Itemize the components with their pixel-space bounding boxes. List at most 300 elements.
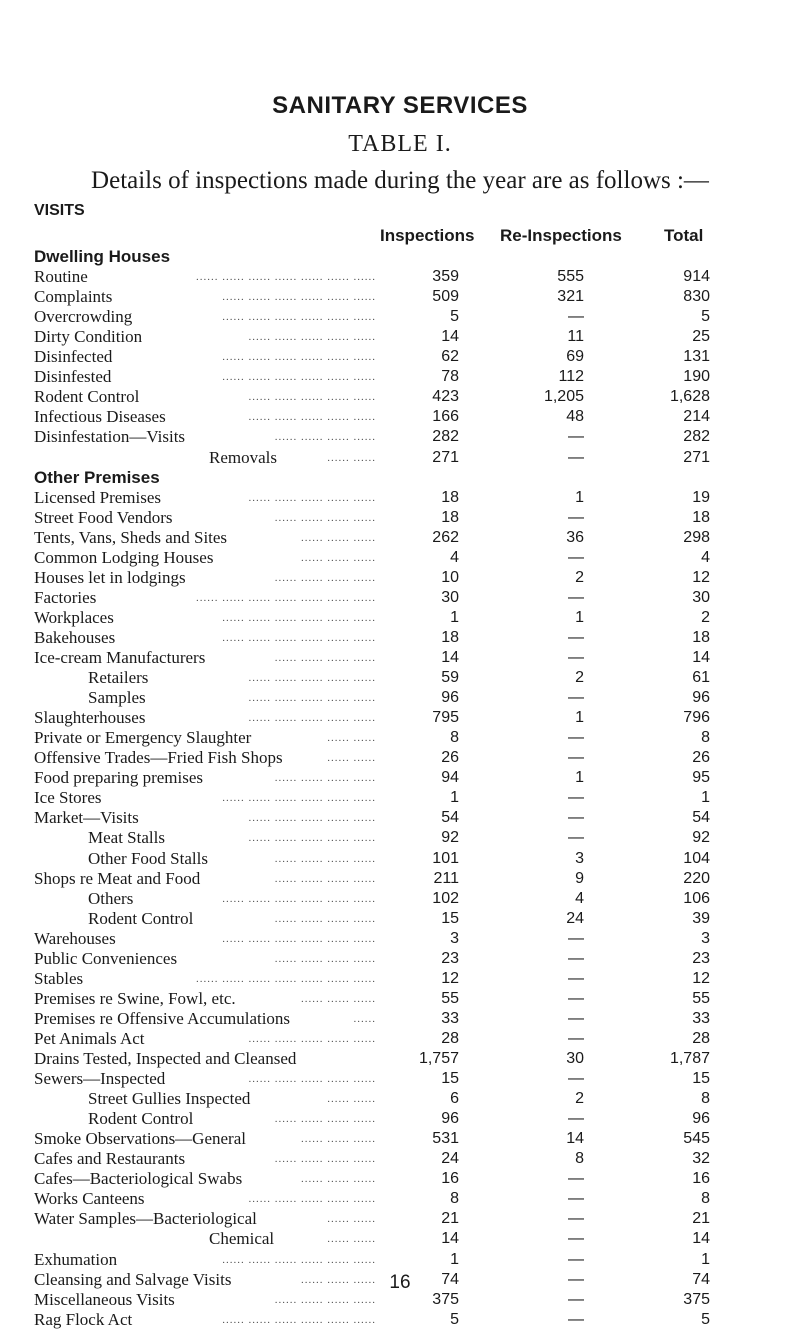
table-row — [0, 287, 800, 307]
inspections-cell: 1,757 — [418, 1050, 459, 1067]
total-cell: 8 — [701, 1190, 710, 1208]
row-label: Licensed Premises — [34, 487, 161, 507]
table-row — [0, 608, 800, 628]
table-row — [0, 648, 800, 668]
inspections-cell: 12 — [441, 969, 459, 987]
leader-dots: ...... ...... ...... ...... ...... ...... — [222, 311, 376, 324]
inspections-cell: 62 — [441, 348, 459, 366]
table-row — [0, 508, 800, 528]
leader-dots: ...... ...... ...... ...... ...... — [248, 692, 376, 705]
re-inspections-cell: — — [568, 1250, 584, 1268]
total-cell: 104 — [683, 849, 710, 867]
re-inspections-cell: — — [568, 1230, 584, 1248]
total-cell: 830 — [683, 288, 710, 306]
row-label: Cleansing and Salvage Visits — [34, 1269, 232, 1289]
inspections-cell: 8 — [450, 729, 459, 747]
re-inspections-cell: — — [568, 1009, 584, 1027]
inspections-cell: 14 — [441, 649, 459, 666]
re-inspections-cell: — — [568, 1270, 584, 1288]
inspections-cell: 78 — [441, 368, 459, 386]
visits-heading: VISITS — [34, 202, 85, 219]
row-label: Offensive Trades—Fried Fish Shops — [34, 748, 283, 768]
total-cell: 1 — [701, 1250, 710, 1268]
re-inspections-cell: 11 — [567, 328, 584, 346]
leader-dots: ...... ...... ...... ...... ...... ...... — [222, 631, 376, 644]
inspections-cell: 96 — [441, 689, 459, 707]
table-row — [0, 1209, 800, 1229]
table-row — [0, 1229, 800, 1249]
inspections-cell: 1 — [450, 789, 459, 807]
total-cell: 14 — [692, 1230, 710, 1248]
inspections-cell: 211 — [433, 869, 459, 887]
row-label: Water Samples—Bacteriological — [34, 1209, 257, 1229]
row-label: Food preparing premises — [34, 768, 204, 788]
table-row — [0, 427, 800, 447]
total-cell: 8 — [701, 1090, 710, 1108]
inspections-cell: 101 — [432, 849, 459, 867]
inspections-cell: 26 — [441, 749, 459, 767]
row-label: Drains Tested, Inspected and Cleansed — [34, 1049, 297, 1068]
re-inspections-cell: — — [568, 1070, 584, 1088]
total-cell: 914 — [683, 268, 710, 286]
row-label: Removals — [209, 447, 277, 467]
re-inspections-cell: — — [568, 548, 584, 566]
inspections-cell: 795 — [432, 709, 459, 727]
re-inspections-cell: — — [568, 1029, 584, 1047]
re-inspections-cell: 9 — [575, 869, 584, 887]
total-cell: 74 — [692, 1270, 710, 1288]
leader-dots: ...... ...... ...... — [301, 1133, 376, 1146]
inspections-cell: 18 — [441, 488, 459, 506]
row-label: Slaughterhouses — [34, 708, 146, 728]
total-cell: 5 — [701, 1310, 710, 1328]
row-label: Disinfected — [34, 347, 113, 367]
row-label: Chemical — [209, 1229, 275, 1249]
total-cell: 92 — [692, 829, 710, 847]
inspections-cell: 30 — [441, 588, 459, 606]
leader-dots: ...... ...... ...... ...... ...... — [248, 672, 376, 685]
inspections-cell: 4 — [450, 548, 459, 566]
table-row — [0, 748, 800, 768]
leader-dots: ...... ...... — [327, 1093, 376, 1106]
table-row — [0, 568, 800, 588]
re-inspections-cell: — — [568, 1110, 584, 1128]
leader-dots: ...... ...... — [327, 451, 376, 464]
inspections-cell: 16 — [441, 1170, 459, 1188]
inspections-cell: 15 — [441, 909, 459, 927]
leader-dots: ...... ...... ...... ...... — [274, 1153, 376, 1166]
table-row — [0, 849, 800, 869]
leader-dots: ...... ...... ...... ...... ...... — [248, 491, 376, 504]
re-inspections-cell: 1 — [575, 608, 584, 626]
leader-dots: ...... ...... ...... ...... — [274, 431, 376, 444]
row-label: Bakehouses — [34, 627, 116, 647]
table-row — [0, 548, 800, 568]
total-cell: 55 — [692, 989, 710, 1007]
inspections-cell: 96 — [441, 1110, 459, 1128]
page-title: SANITARY SERVICES — [272, 92, 528, 119]
inspections-cell: 54 — [441, 809, 459, 827]
table-row — [0, 327, 800, 347]
total-cell: 28 — [692, 1029, 710, 1047]
re-inspections-cell: 3 — [575, 849, 584, 867]
row-label: Public Conveniences — [34, 948, 178, 968]
re-inspections-cell: 321 — [557, 288, 584, 306]
re-inspections-cell: 112 — [558, 368, 584, 386]
leader-dots: ...... ...... ...... ...... ...... — [248, 832, 376, 845]
total-cell: 4 — [701, 548, 710, 566]
table-row — [0, 1029, 800, 1049]
total-cell: 214 — [683, 408, 710, 426]
re-inspections-cell: 30 — [566, 1050, 584, 1067]
row-label: Warehouses — [34, 928, 116, 948]
table-row — [0, 808, 800, 828]
total-cell: 18 — [692, 628, 710, 646]
total-cell: 96 — [692, 1110, 710, 1128]
leader-dots: ...... ...... ...... ...... ...... ...... ...... — [196, 271, 376, 284]
leader-dots: ...... ...... ...... ...... ...... ...... — [222, 291, 376, 304]
column-header-total: Total — [664, 226, 704, 245]
leader-dots: ...... ...... ...... ...... ...... — [248, 1032, 376, 1045]
total-cell: 95 — [692, 769, 710, 787]
page-number: 16 — [389, 1272, 411, 1293]
total-cell: 96 — [692, 689, 710, 707]
total-cell: 1 — [701, 789, 710, 807]
leader-dots: ...... ...... ...... ...... ...... ...... — [222, 371, 376, 384]
total-cell: 8 — [701, 729, 710, 747]
row-label: Overcrowding — [34, 307, 133, 327]
total-cell: 375 — [683, 1290, 710, 1308]
leader-dots: ...... ...... — [327, 752, 376, 765]
total-cell: 796 — [683, 709, 710, 727]
total-cell: 16 — [692, 1170, 710, 1188]
row-label: Factories — [34, 587, 97, 607]
table-row — [0, 768, 800, 788]
inspections-cell: 33 — [441, 1009, 459, 1027]
inspections-cell: 18 — [441, 508, 459, 526]
total-cell: 23 — [692, 949, 710, 967]
row-label: Ice-cream Manufacturers — [34, 648, 206, 667]
total-cell: 131 — [683, 348, 710, 366]
intro-text: Details of inspections made during the year are as follows :— — [91, 167, 709, 194]
inspections-cell: 6 — [450, 1090, 459, 1108]
total-cell: 3 — [701, 929, 710, 947]
inspections-cell: 92 — [441, 829, 459, 847]
table-row — [0, 1149, 800, 1169]
table-row — [0, 1049, 800, 1069]
total-cell: 33 — [692, 1009, 710, 1027]
total-cell: 190 — [683, 368, 710, 386]
row-label: Works Canteens — [34, 1189, 145, 1209]
inspections-cell: 74 — [441, 1270, 459, 1288]
inspections-cell: 55 — [441, 989, 459, 1007]
table-row — [0, 708, 800, 728]
leader-dots: ...... — [353, 1012, 376, 1025]
total-cell: 25 — [692, 328, 710, 346]
total-cell: 545 — [683, 1130, 710, 1148]
leader-dots: ...... ...... ...... ...... ...... ...... — [222, 611, 376, 624]
row-label: Market—Visits — [34, 808, 139, 828]
row-label: Routine — [34, 267, 88, 287]
row-label: Ice Stores — [34, 788, 102, 808]
inspections-cell: 94 — [441, 769, 459, 787]
leader-dots: ...... ...... ...... ...... — [274, 571, 376, 584]
row-label: Others — [88, 888, 134, 908]
inspections-cell: 509 — [432, 288, 459, 306]
inspections-cell: 271 — [432, 448, 459, 466]
re-inspections-cell: — — [568, 508, 584, 526]
leader-dots: ...... ...... ...... ...... — [274, 772, 376, 785]
re-inspections-cell: 2 — [575, 1090, 584, 1108]
row-label: Shops re Meat and Food — [34, 868, 201, 888]
inspections-cell: 18 — [441, 628, 459, 646]
row-label: Cafes—Bacteriological Swabs — [34, 1169, 243, 1189]
re-inspections-cell: 555 — [557, 268, 584, 286]
table-row — [0, 387, 800, 407]
leader-dots: ...... ...... ...... ...... — [274, 1113, 376, 1126]
inspections-cell: 531 — [432, 1130, 459, 1148]
re-inspections-cell: — — [568, 929, 584, 947]
re-inspections-cell: 24 — [566, 909, 584, 927]
total-cell: 1,787 — [669, 1050, 710, 1067]
leader-dots: ...... ...... ...... — [301, 992, 376, 1005]
leader-dots: ...... ...... — [327, 732, 376, 745]
re-inspections-cell: 2 — [575, 568, 584, 586]
re-inspections-cell: — — [568, 1290, 584, 1308]
row-label: Tents, Vans, Sheds and Sites — [34, 527, 228, 547]
row-label: Sewers—Inspected — [34, 1069, 166, 1089]
table-row — [0, 367, 800, 387]
table-row — [0, 267, 800, 287]
total-cell: 298 — [683, 528, 710, 546]
table-row — [0, 488, 800, 508]
row-label: Common Lodging Houses — [34, 547, 214, 567]
total-cell: 14 — [692, 649, 710, 666]
re-inspections-cell: 1 — [575, 488, 584, 506]
column-header-reinspections: Re-Inspections — [500, 226, 622, 245]
row-label: Rodent Control — [88, 1109, 194, 1129]
table-row — [0, 1069, 800, 1089]
inspections-cell: 5 — [450, 308, 459, 326]
leader-dots: ...... ...... ...... ...... ...... — [248, 331, 376, 344]
total-cell: 2 — [701, 608, 710, 626]
leader-dots: ...... ...... ...... ...... — [274, 912, 376, 925]
table-row — [0, 1250, 800, 1270]
table-row — [0, 448, 800, 468]
inspections-cell: 3 — [450, 929, 459, 947]
inspections-cell: 1 — [450, 608, 459, 626]
re-inspections-cell: 1 — [575, 769, 584, 787]
leader-dots: ...... ...... ...... ...... ...... ...... — [222, 1313, 376, 1326]
re-inspections-cell: — — [568, 689, 584, 707]
inspections-cell: 14 — [441, 1230, 459, 1248]
row-label: Workplaces — [34, 607, 114, 627]
inspections-cell: 102 — [432, 889, 459, 907]
table-row — [0, 588, 800, 608]
table-row — [0, 949, 800, 969]
table-row — [0, 668, 800, 688]
row-label: Disinfestation—Visits — [34, 427, 186, 447]
row-label: Dirty Condition — [34, 327, 143, 347]
row-label: Private or Emergency Slaughter — [34, 728, 252, 748]
section-heading: Other Premises — [34, 467, 160, 487]
total-cell: 15 — [692, 1070, 710, 1088]
re-inspections-cell: — — [568, 829, 584, 847]
total-cell: 1,628 — [669, 388, 710, 406]
row-label: Stables — [34, 968, 84, 988]
re-inspections-cell: — — [568, 628, 584, 646]
re-inspections-cell: — — [568, 308, 584, 326]
row-label: Cafes and Restaurants — [34, 1149, 186, 1169]
inspections-cell: 423 — [432, 388, 459, 406]
table-row — [0, 828, 800, 848]
total-cell: 106 — [683, 889, 710, 907]
row-label: Samples — [88, 688, 146, 708]
re-inspections-cell: — — [568, 1170, 584, 1188]
leader-dots: ...... ...... ...... — [301, 1273, 376, 1286]
leader-dots: ...... ...... ...... ...... ...... ...... — [222, 1253, 376, 1266]
table-row — [0, 889, 800, 909]
re-inspections-cell: — — [568, 809, 584, 827]
table-row — [0, 347, 800, 367]
leader-dots: ...... ...... ...... ...... ...... — [248, 1193, 376, 1206]
table-row — [0, 1129, 800, 1149]
inspections-cell: 21 — [441, 1210, 459, 1228]
row-label: Pet Animals Act — [34, 1028, 145, 1048]
inspections-cell: 5 — [450, 1310, 459, 1328]
row-label: Rag Flock Act — [34, 1309, 133, 1329]
re-inspections-cell: — — [568, 949, 584, 967]
re-inspections-cell: 1,205 — [543, 388, 584, 406]
row-label: Complaints — [34, 287, 113, 307]
inspections-cell: 282 — [432, 428, 459, 446]
table-caption: TABLE I. — [348, 131, 452, 157]
re-inspections-cell: — — [568, 1310, 584, 1328]
leader-dots: ...... ...... ...... ...... ...... ...... — [222, 792, 376, 805]
re-inspections-cell: — — [568, 989, 584, 1007]
total-cell: 271 — [683, 448, 710, 466]
inspections-cell: 10 — [441, 568, 459, 586]
leader-dots: ...... ...... ...... ...... — [274, 1293, 376, 1306]
re-inspections-cell: — — [568, 729, 584, 747]
table-row — [0, 1109, 800, 1129]
re-inspections-cell: 2 — [575, 669, 584, 687]
table-row — [0, 1089, 800, 1109]
inspections-cell: 14 — [441, 328, 459, 346]
table-row — [0, 989, 800, 1009]
re-inspections-cell: — — [568, 969, 584, 987]
leader-dots: ...... ...... ...... ...... — [274, 852, 376, 865]
leader-dots: ...... ...... ...... ...... — [274, 511, 376, 524]
table-row — [0, 1169, 800, 1189]
row-label: Other Food Stalls — [88, 848, 208, 868]
leader-dots: ...... ...... ...... ...... ...... ...... — [222, 932, 376, 945]
re-inspections-cell: 36 — [566, 528, 584, 546]
row-label: Miscellaneous Visits — [34, 1289, 175, 1309]
inspections-cell: 23 — [441, 949, 459, 967]
total-cell: 39 — [692, 909, 710, 927]
total-cell: 220 — [683, 869, 710, 887]
row-label: Infectious Diseases — [34, 407, 166, 427]
total-cell: 19 — [692, 488, 710, 506]
total-cell: 21 — [692, 1210, 710, 1228]
row-label: Rodent Control — [34, 387, 140, 407]
re-inspections-cell: — — [568, 789, 584, 807]
section-heading: Dwelling Houses — [34, 247, 171, 266]
inspections-cell: 59 — [441, 669, 459, 687]
leader-dots: ...... ...... ...... ...... — [274, 952, 376, 965]
inspections-cell: 166 — [432, 408, 459, 426]
inspections-cell: 1 — [450, 1250, 459, 1268]
row-label: Street Gullies Inspected — [88, 1089, 251, 1109]
re-inspections-cell: — — [568, 649, 584, 666]
total-cell: 54 — [692, 809, 710, 827]
leader-dots: ...... ...... ...... — [301, 531, 376, 544]
leader-dots: ...... ...... ...... ...... ...... — [248, 812, 376, 825]
re-inspections-cell: 48 — [566, 408, 584, 426]
leader-dots: ...... ...... ...... ...... ...... — [248, 411, 376, 424]
row-label: Rodent Control — [88, 908, 194, 928]
re-inspections-cell: — — [568, 428, 584, 446]
table-row — [0, 307, 800, 327]
inspections-cell: 8 — [450, 1190, 459, 1208]
total-cell: 12 — [692, 969, 710, 987]
re-inspections-cell: — — [568, 1190, 584, 1208]
leader-dots: ...... ...... — [327, 1233, 376, 1246]
re-inspections-cell: — — [568, 448, 584, 466]
re-inspections-cell: 8 — [575, 1150, 584, 1168]
leader-dots: ...... ...... ...... ...... — [274, 872, 376, 885]
table-row — [0, 1189, 800, 1209]
total-cell: 12 — [692, 568, 710, 586]
table-row — [0, 728, 800, 748]
leader-dots: ...... ...... ...... ...... ...... ...... — [222, 892, 376, 905]
table-row — [0, 869, 800, 889]
re-inspections-cell: 69 — [566, 348, 584, 366]
inspections-cell: 28 — [441, 1029, 459, 1047]
total-cell: 32 — [692, 1150, 710, 1168]
total-cell: 61 — [692, 669, 710, 687]
table-row — [0, 909, 800, 929]
leader-dots: ...... ...... ...... ...... ...... — [248, 712, 376, 725]
leader-dots: ...... ...... ...... ...... ...... ...... — [222, 351, 376, 364]
leader-dots: ...... ...... ...... — [301, 551, 376, 564]
re-inspections-cell: 1 — [575, 709, 584, 727]
table-row — [0, 407, 800, 427]
leader-dots: ...... ...... ...... ...... ...... ...... ...... — [196, 591, 376, 604]
column-header-inspections: Inspections — [380, 226, 475, 245]
inspections-cell: 15 — [441, 1070, 459, 1088]
inspections-cell: 262 — [432, 528, 459, 546]
total-cell: 5 — [701, 308, 710, 326]
leader-dots: ...... ...... ...... — [301, 1173, 376, 1186]
row-label: Premises re Offensive Accumulations — [34, 1008, 291, 1028]
inspections-cell: 375 — [432, 1290, 459, 1308]
re-inspections-cell: 14 — [566, 1130, 584, 1148]
total-cell: 30 — [692, 588, 710, 606]
leader-dots: ...... ...... ...... ...... — [274, 652, 376, 664]
leader-dots: ...... ...... — [327, 1213, 376, 1226]
leader-dots: ...... ...... ...... ...... ...... — [248, 1073, 376, 1086]
table-row — [0, 788, 800, 808]
table-row — [0, 1009, 800, 1029]
total-cell: 282 — [683, 428, 710, 446]
table-row — [0, 969, 800, 989]
re-inspections-cell: — — [568, 588, 584, 606]
row-label: Smoke Observations—General — [34, 1129, 246, 1149]
re-inspections-cell: — — [568, 1210, 584, 1228]
total-cell: 18 — [692, 508, 710, 526]
